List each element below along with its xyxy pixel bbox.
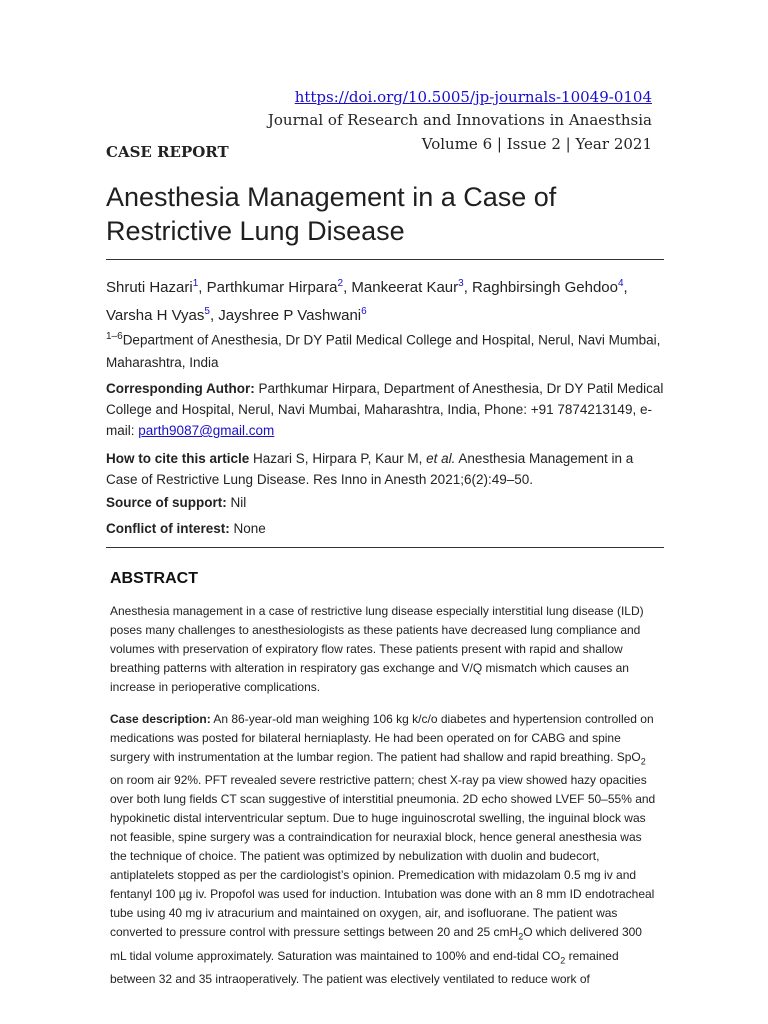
citation-text-rest: Anesthesia Management in a Case of Restrictive Lung Disease. Res Inno in Anesth 2021;6(2):49–50. xyxy=(106,451,634,487)
author-name: Varsha H Vyas xyxy=(106,307,205,324)
header-divider xyxy=(106,547,664,548)
email-link[interactable]: parth9087@gmail.com xyxy=(138,423,275,438)
affiliation xyxy=(106,326,666,374)
subscript: 2 xyxy=(518,931,524,942)
abstract-heading: ABSTRACT xyxy=(110,570,198,587)
author-affil-link[interactable]: 2 xyxy=(337,278,344,289)
author-affil-link[interactable]: 1 xyxy=(192,278,199,289)
author-name: Jayshree P Vashwani xyxy=(218,307,362,324)
support-label: Source of support: xyxy=(106,495,227,510)
author-name: Parthkumar Hirpara xyxy=(206,279,338,296)
source-of-support xyxy=(106,495,246,510)
article-title: Anesthesia Management in a Case of Restrictive Lung Disease xyxy=(106,182,557,246)
article-type: CASE REPORT xyxy=(106,143,229,161)
abstract-paragraph: Anesthesia management in a case of restrictive lung disease especially interstitial lung disease (ILD) poses many challenges to anesthesiologists as these patients have decreased lung compliance and volumes with preservation of expiratory flow rates. These patients present with rapid and shallow breathing patterns with alteration in respiratory gas exchange and V/Q mismatch which causes an increase in perioperative complications. xyxy=(110,604,644,694)
volume-issue-year: Volume 6 | Issue 2 | Year 2021 xyxy=(421,135,652,153)
case-text-1: An 86-year-old man weighing 106 kg k/c/o diabetes and hypertension controlled on medications was posted for bilateral herniaplasty. He had been operated on for CABG and spine surgery with instrumentation at the lumbar region. The patient had shallow and rapid breathing. SpO xyxy=(110,712,654,764)
case-text-4: remained between 32 and 35 intraoperatively. The patient was electively ventilated to reduce work of xyxy=(110,948,619,987)
corresponding-label: Corresponding Author: xyxy=(106,381,255,396)
subscript: 2 xyxy=(640,756,646,767)
doi-link[interactable]: https://doi.org/10.5005/jp-journals-10049-0104 xyxy=(294,88,652,106)
subscript: 2 xyxy=(560,955,566,966)
citation-text: Hazari S, Hirpara P, Kaur M, xyxy=(253,451,423,466)
title-divider xyxy=(106,259,664,260)
conflict-value: None xyxy=(233,521,266,536)
citation xyxy=(106,448,666,490)
support-value: Nil xyxy=(230,495,247,510)
journal-name: Journal of Research and Innovations in Anaesthsia xyxy=(267,111,652,129)
corresponding-text: Parthkumar Hirpara, Department of Anesthesia, Dr DY Patil Medical College and Hospital, Nerul, Navi Mumbai, Maharashtra, India, Phone: +91 7874213149, e-mail: xyxy=(106,381,664,438)
case-text-2: on room air 92%. PFT revealed severe restrictive pattern; chest X-ray pa view showed hazy opacities over both lung fields CT scan suggestive of interstitial pneumonia. 2D echo showed LVEF 50–55% and hypokinetic distal interventricular septum. Due to huge inguinoscrotal swelling, the inguinal block was not feasible, spine surgery was a contraindication for neuraxial block, hence general anesthesia was the technique of choice. The patient was optimized by nebulization with duolin and budecort, antiplatelets stopped as per the cardiologist’s opinion. Premedication with midazolam 0.5 mg iv and fentanyl 100 µg iv. Propofol was used for induction. Intubation was done with an 8 mm ID endotracheal tube using 40 mg iv atracurium and maintained on oxygen, air, and isofluorane. The patient was converted to pressure control with pressure settings between 20 and 25 cmH xyxy=(110,773,656,940)
affiliation-text: Department of Anesthesia, Dr DY Patil Medical College and Hospital, Nerul, Navi Mumbai, Maharashtra, India xyxy=(106,332,661,370)
conflict-label: Conflict of interest: xyxy=(106,521,230,536)
case-description xyxy=(110,710,660,989)
author-affil-link[interactable]: 6 xyxy=(361,306,367,317)
affiliation-sup: 1–6 xyxy=(106,331,123,342)
author-list: Shruti Hazari$^1$, Parthkumar Hirpara$^2$, Mankeerat Kaur$^3$, Raghbirsingh Gehdoo$^4$, Varsha H Vyas$^5$, Jayshree P Vashwani$^6$ xyxy=(106,278,628,324)
citation-etal: et al. xyxy=(426,451,456,466)
case-description-label: Case description: xyxy=(110,712,211,726)
citation-label: How to cite this article xyxy=(106,451,250,466)
case-text-3: O which delivered 300 mL tidal volume approximately. Saturation was maintained to 100% and end-tidal CO xyxy=(110,925,642,963)
author-name: Mankeerat Kaur xyxy=(351,279,459,296)
author-affil-link[interactable]: 4 xyxy=(617,278,624,289)
conflict-of-interest xyxy=(106,521,266,536)
author-affil-link[interactable]: 5 xyxy=(204,306,210,317)
author-affil-link[interactable]: 3 xyxy=(458,278,464,289)
author-name: Shruti Hazari xyxy=(106,279,193,296)
author-name: Raghbirsingh Gehdoo xyxy=(472,279,618,296)
corresponding-author xyxy=(106,378,666,441)
